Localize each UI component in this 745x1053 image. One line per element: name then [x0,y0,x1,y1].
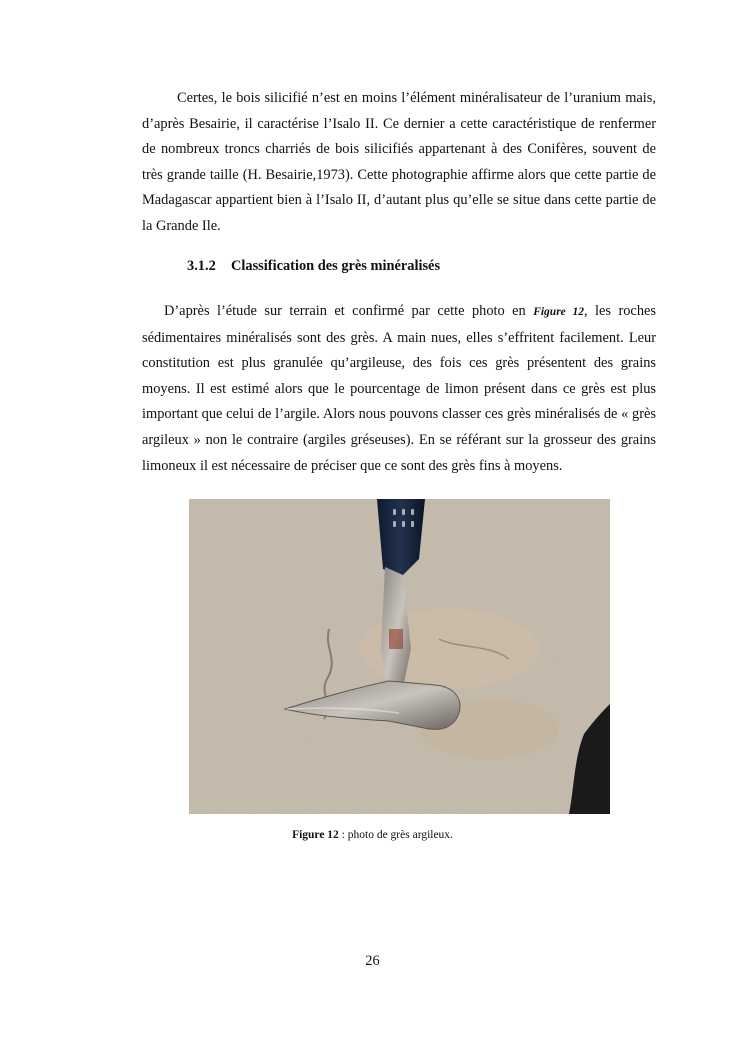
figure-caption [0,829,745,841]
section-number: 3.1.2 [187,258,216,274]
figure-caption-text: : photo de grès argileux. [338,829,453,841]
section-title: Classification des grès minéralisés [231,258,441,274]
hammer-photo [189,499,610,814]
figure-caption-label: Figure 12 [292,829,339,841]
page-number: 26 [365,953,380,969]
paragraph-isalo-text: Certes, le bois silicifié n’est en moins l’élément minéralisateur de l’uranium mais, d’après Besairie, il caractérise l’Isalo II. Ce dernier a cette caractéristique de renfermer de nombreux troncs charriés de bois silicifiés appartenant à des Conifères, souvent de très grande taille (H. Besairie,1973). Cette photographie affirme alors que cette partie de Madagascar appartient bien à l’Isalo II, d’autant plus qu’elle se situe dans cette partie de la Grande Ile. [142,90,656,234]
paragraph-classification-text-end: , les roches sédimentaires minéralisés sont des grès. A main nues, elles s’effritent facilement. Leur constitution est plus granulée qu’argileuse, des fois ces grès présentent des grains moyens. Il est estimé alors que le pourcentage de limon présent dans ce grès est plus important que celui de l’argile. Alors nous pouvons classer ces grès minéralisés de « grès argileux » non le contraire (argiles gréseuses). En se référant sur la grosseur des grains limoneux il est nécessaire de préciser que ce sont des grès fins à moyens. [142,303,657,474]
section-heading [187,258,440,275]
paragraph-classification [142,299,656,479]
figure-reference-link[interactable]: Figure 12 [533,306,584,318]
paragraph-classification-text-start: D’après l’étude sur terrain et confirmé par cette photo en [164,303,534,319]
paragraph-isalo [142,86,656,240]
